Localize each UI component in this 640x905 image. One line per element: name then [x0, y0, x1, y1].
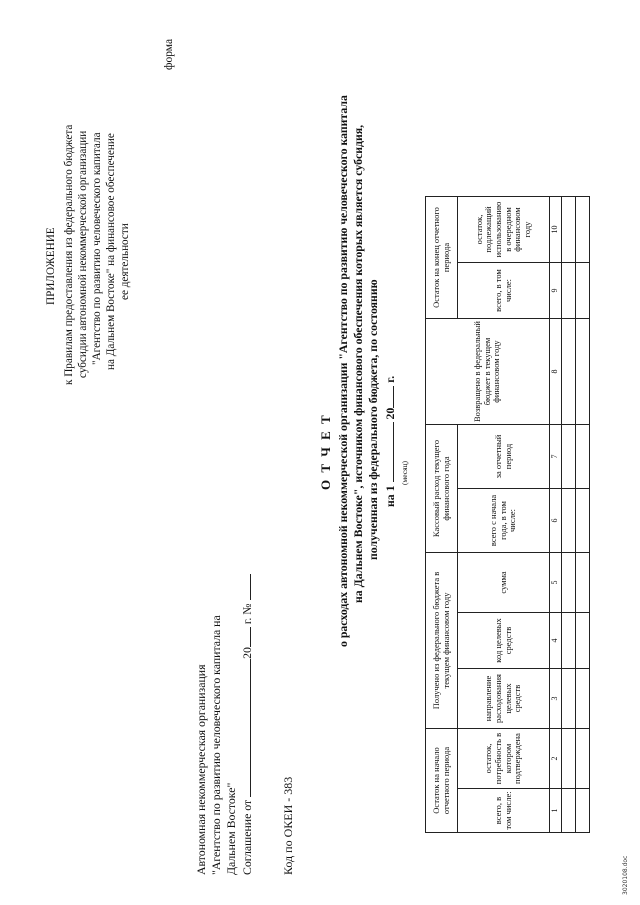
data-cell — [576, 489, 590, 553]
col-number: 8 — [550, 319, 562, 425]
file-code: 3020108.doc — [622, 855, 629, 895]
data-cell — [562, 789, 576, 833]
sub-start-confirmed: остаток, потребность в котором подтверждена — [458, 729, 550, 789]
col-number: 2 — [550, 729, 562, 789]
data-cell — [576, 669, 590, 729]
data-cell — [562, 613, 576, 669]
org-line-3: Дальнем Востоке" — [224, 782, 238, 875]
appendix-line-4: на Дальнем Востоке" на финансовое обеспечение — [105, 133, 117, 370]
org-line-1: Автономная некоммерческая организация — [194, 664, 208, 875]
col-number: 4 — [550, 613, 562, 669]
data-cell — [562, 425, 576, 489]
report-date-prefix: на 1 — [383, 485, 397, 507]
sub-end-total: всего, в том числе: — [458, 263, 550, 319]
data-cell — [562, 669, 576, 729]
data-cell — [562, 263, 576, 319]
data-cell — [576, 613, 590, 669]
org-line-2: "Агентство по развитию человеческого капитала на — [209, 615, 223, 875]
header-cash-expense: Кассовый расход текущего финансового года — [426, 425, 458, 553]
report-date-suffix: г. — [383, 375, 397, 383]
data-cell — [576, 425, 590, 489]
data-cell — [562, 729, 576, 789]
data-cell — [576, 263, 590, 319]
appendix-line-1: к Правилам предоставления из федерального бюджета — [63, 124, 75, 385]
agreement-number-blank — [240, 575, 251, 601]
data-cell — [576, 729, 590, 789]
appendix-line-2: субсидии автономной некоммерческой организации — [77, 130, 89, 378]
col-number: 6 — [550, 489, 562, 553]
report-month-blank — [383, 423, 394, 483]
header-start-balance: Остаток на начало отчетного периода — [426, 729, 458, 833]
report-date-year: 20 — [383, 407, 397, 420]
data-cell — [576, 319, 590, 425]
appendix-line-3: "Агентство по развитию человеческого капитала — [91, 132, 103, 365]
agreement-year-blank — [240, 627, 251, 647]
agreement-line — [240, 575, 255, 876]
agreement-prefix: Соглашение от — [240, 799, 254, 875]
agreement-year: 20 — [240, 647, 254, 659]
col-number: 7 — [550, 425, 562, 489]
agreement-date-blank — [240, 659, 251, 797]
sub-direction: направление расходования целевых средств — [458, 669, 550, 729]
report-line-3: полученная из федерального бюджета, по состоянию — [366, 279, 380, 560]
data-cell — [576, 197, 590, 263]
col-number: 10 — [550, 197, 562, 263]
appendix-title: ПРИЛОЖЕНИЕ — [45, 227, 57, 305]
report-table — [425, 196, 590, 833]
month-hint: (месяц) — [400, 460, 409, 485]
data-cell — [562, 319, 576, 425]
sub-start-total: всего, в том числе: — [458, 789, 550, 833]
form-label: форма — [163, 38, 175, 70]
report-date-line — [383, 376, 398, 507]
agreement-suffix: г. № — [240, 603, 254, 625]
data-cell — [562, 489, 576, 553]
sub-sum: сумма — [458, 553, 550, 613]
report-line-1: о расходах автономной некоммерческой организации "Агентство по развитию человеческого капитала — [336, 95, 350, 647]
col-number: 5 — [550, 553, 562, 613]
appendix-line-5: ее деятельности — [119, 223, 131, 300]
report-year-blank — [383, 386, 394, 408]
data-cell — [562, 197, 576, 263]
data-cell — [576, 553, 590, 613]
sub-end-next-year: остаток, подлежащий использованию в очередном финансовом году — [458, 197, 550, 263]
report-line-2: на Дальнем Востоке", источником финансового обеспечения которых является субсидия, — [351, 124, 365, 603]
col-number: 1 — [550, 789, 562, 833]
header-end-balance: Остаток на конец отчетного периода — [426, 197, 458, 319]
okei-code: Код по ОКЕИ - 383 — [281, 776, 295, 875]
header-received: Получено из федерального бюджета в текущем финансовом году — [426, 553, 458, 729]
header-returned: Возвращено в федеральный бюджет в текущем финансовом году — [426, 319, 550, 425]
sub-expense-period: за отчетный период — [458, 425, 550, 489]
col-number: 3 — [550, 669, 562, 729]
col-number: 9 — [550, 263, 562, 319]
data-cell — [562, 553, 576, 613]
report-title: О Т Ч Е Т — [318, 413, 333, 490]
sub-expense-ytd: всего с начала года, в том числе: — [458, 489, 550, 553]
data-cell — [576, 789, 590, 833]
sub-code: код целевых средств — [458, 613, 550, 669]
